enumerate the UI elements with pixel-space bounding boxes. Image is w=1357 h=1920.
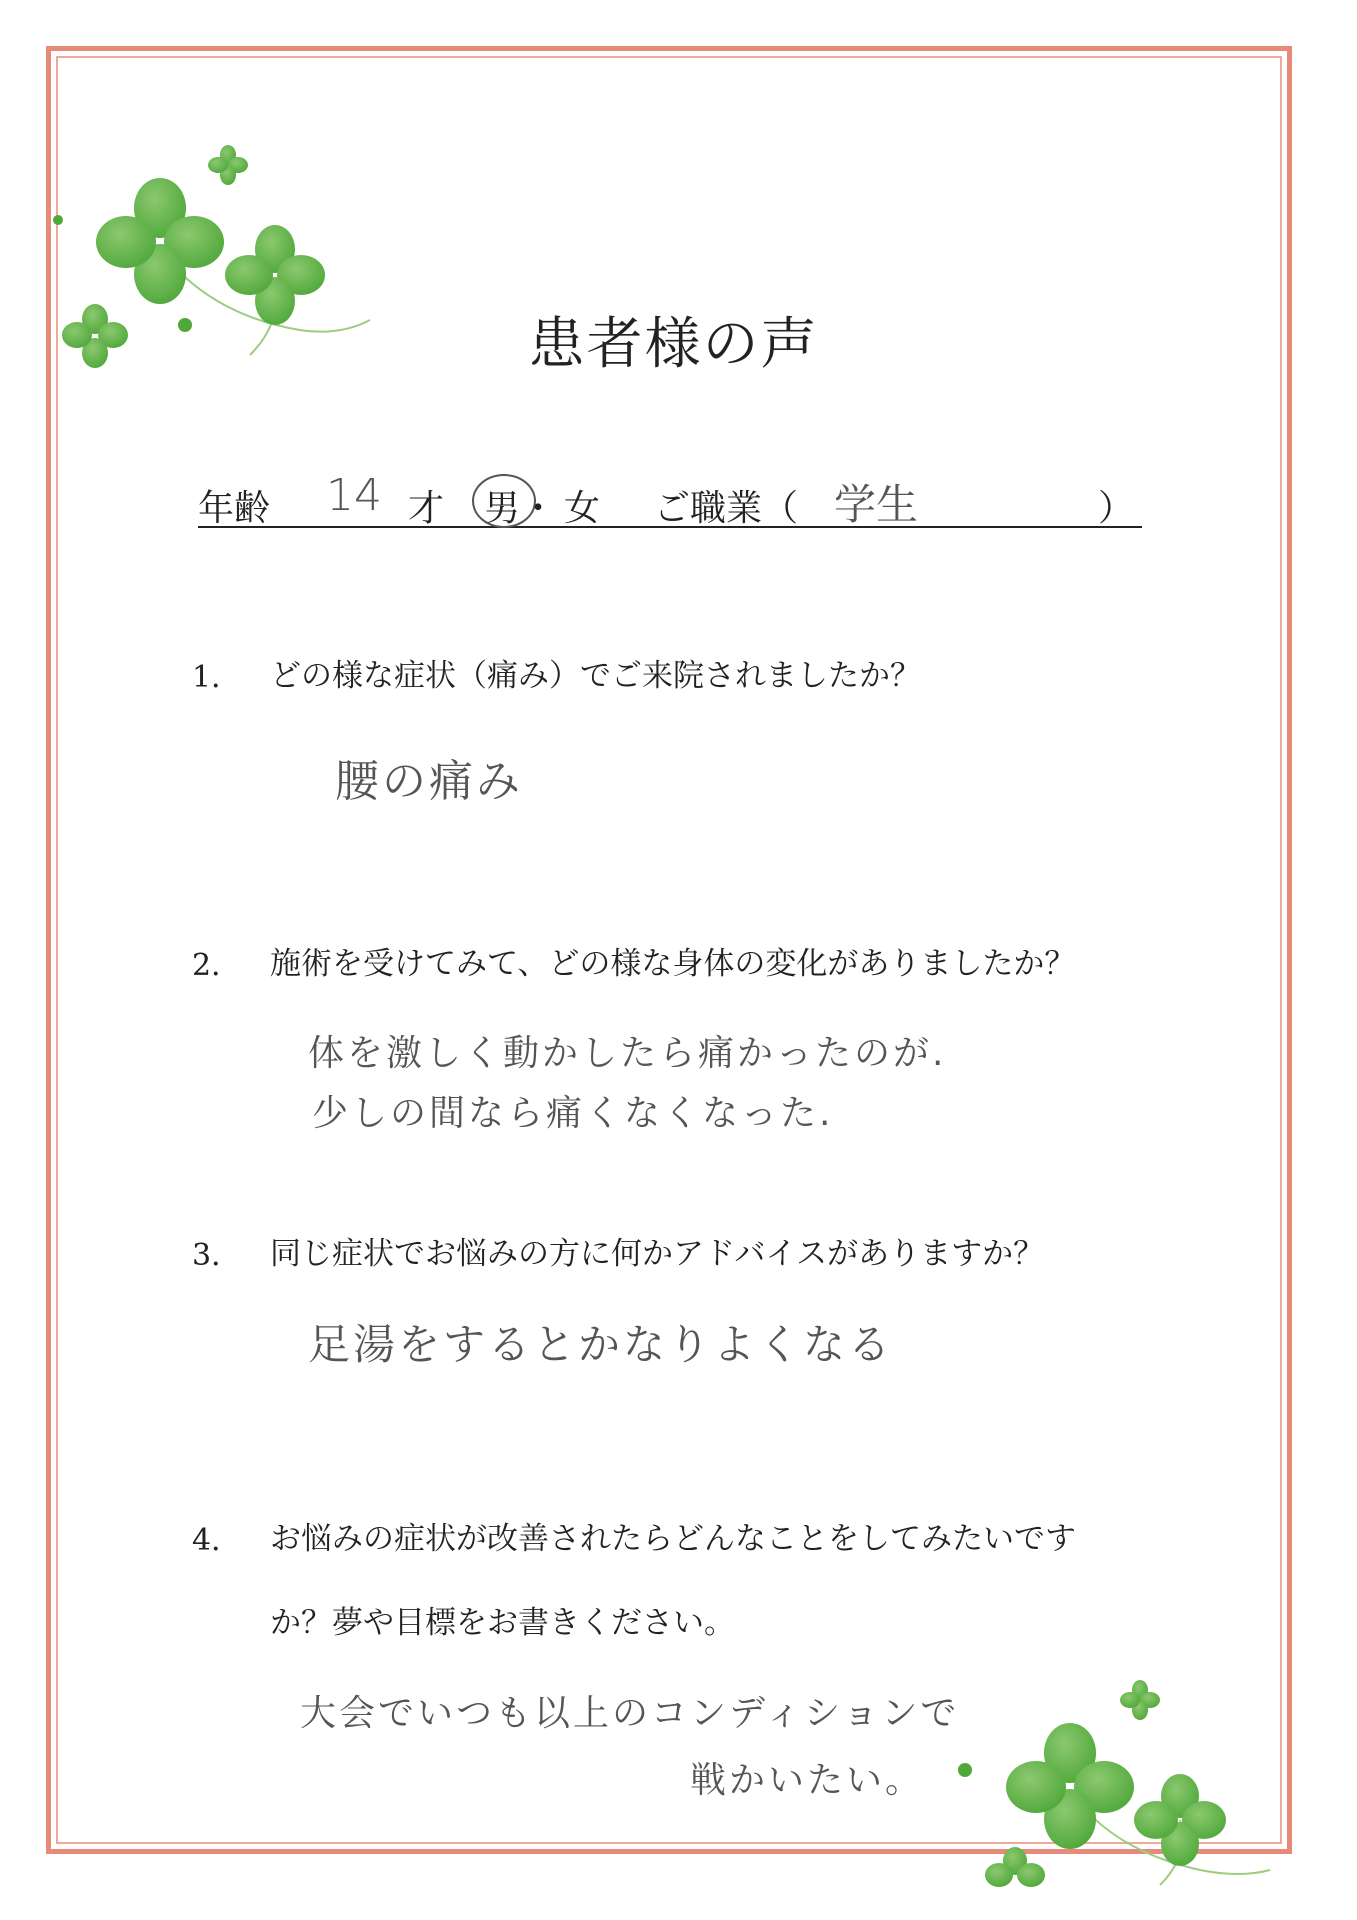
answer-1-line-1[interactable]: 腰の痛み: [335, 756, 523, 807]
question-1-number: 1．: [192, 660, 242, 695]
occupation-label: ご職業（: [654, 488, 799, 529]
question-1-text: どの様な症状（痛み）でご来院されましたか？: [270, 658, 921, 694]
four-leaf-clover-icon: [940, 1680, 1280, 1895]
answer-2-line-1[interactable]: 体を激しく動かしたら痛かったのが.: [308, 1033, 947, 1074]
question-2-number: 2．: [192, 948, 242, 983]
gender-separator: ・: [520, 488, 557, 529]
question-4-text-line-1: お悩みの症状が改善されたらどんなことをしてみたいです: [270, 1521, 1076, 1557]
question-2-text: 施術を受けてみて、どの様な身体の変化がありましたか？: [270, 946, 1076, 982]
occupation-value[interactable]: 学生: [834, 480, 919, 529]
profile-line: [198, 470, 1142, 529]
answer-2-line-2[interactable]: 少しの間なら痛くなくなった.: [312, 1093, 834, 1134]
occupation-close: ）: [1098, 488, 1135, 529]
answer-3-line-1[interactable]: 足湯をするとかなりよくなる: [308, 1320, 894, 1369]
age-label: 年齢: [198, 488, 271, 529]
age-value[interactable]: 14: [326, 470, 382, 521]
answer-4-line-1[interactable]: 大会でいつも以上のコンディションで: [300, 1693, 960, 1734]
question-3-text: 同じ症状でお悩みの方に何かアドバイスがありますか？: [270, 1236, 1045, 1272]
question-3-number: 3．: [192, 1238, 242, 1273]
page-title: 患者様の声: [528, 312, 819, 377]
gender-female-option[interactable]: 女: [564, 488, 601, 529]
gender-male-option[interactable]: 男: [484, 488, 521, 529]
question-4-text-line-2: か？夢や目標をお書きください。: [270, 1605, 735, 1641]
answer-4-line-2[interactable]: 戦かいたい。: [690, 1760, 925, 1801]
age-unit: 才: [408, 488, 445, 529]
question-4-number: 4．: [192, 1523, 242, 1558]
